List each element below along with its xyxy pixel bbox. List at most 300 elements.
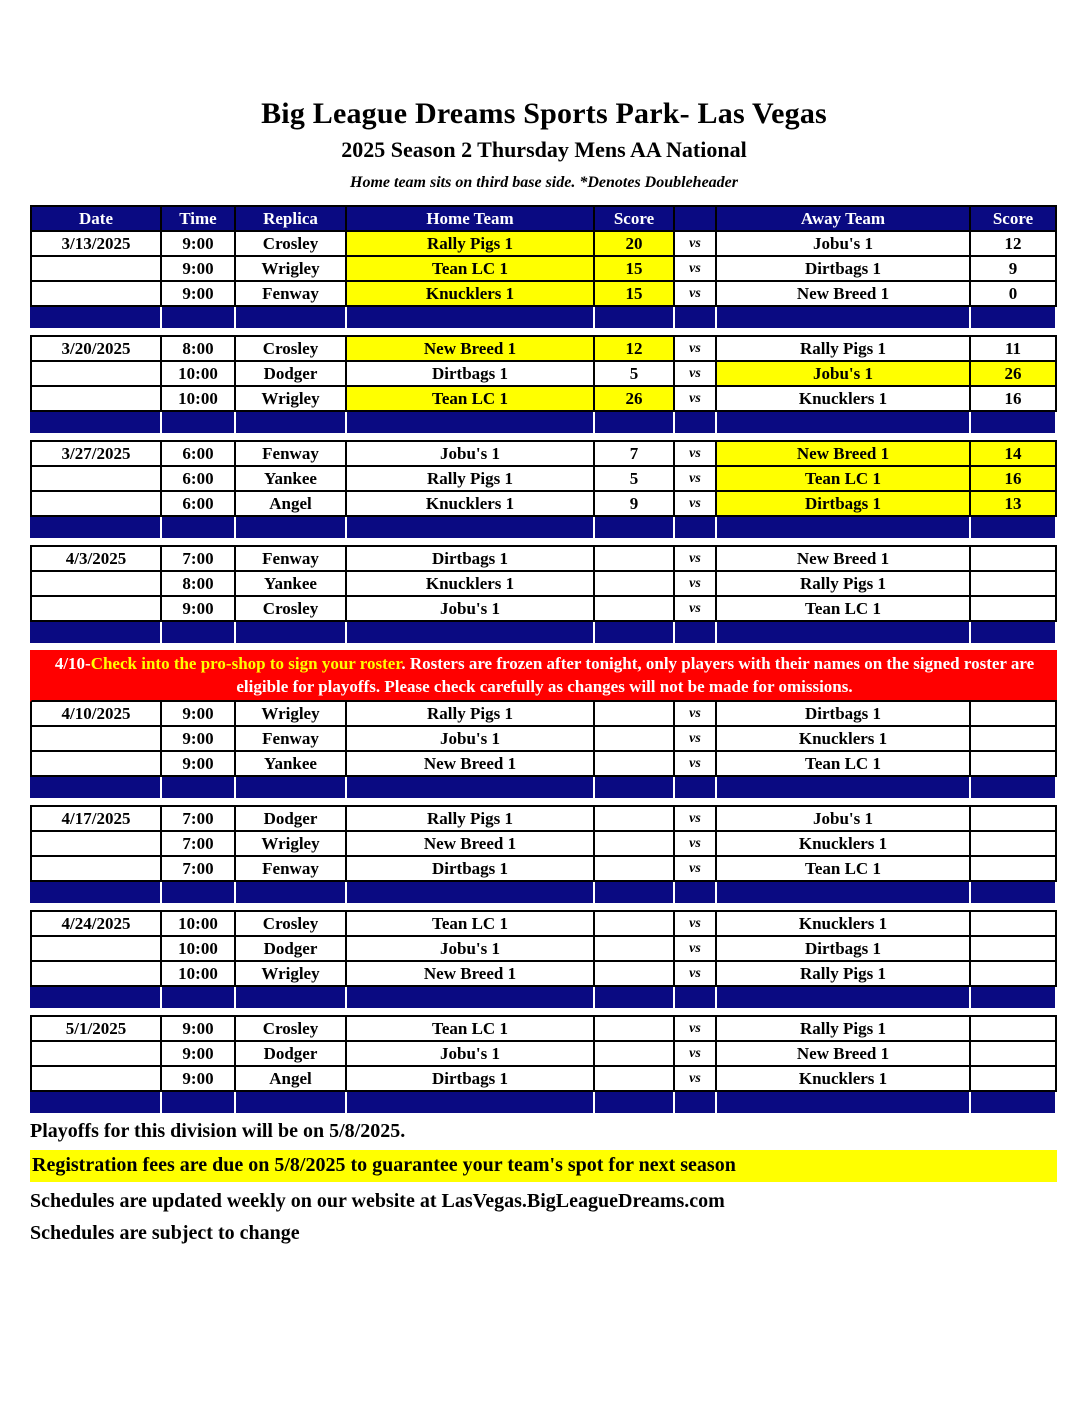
spacer-cell bbox=[595, 307, 675, 328]
cell-date: 3/20/2025 bbox=[32, 337, 162, 360]
spacer-cell bbox=[717, 517, 971, 538]
cell-home-team: New Breed 1 bbox=[347, 337, 595, 360]
cell-home-score bbox=[595, 937, 675, 960]
cell-date bbox=[32, 727, 162, 750]
column-header-away-team-6: Away Team bbox=[717, 207, 971, 230]
cell-date bbox=[32, 282, 162, 305]
cell-date bbox=[32, 597, 162, 620]
cell-date: 3/13/2025 bbox=[32, 232, 162, 255]
cell-replica: Fenway bbox=[236, 282, 347, 305]
spacer-row bbox=[30, 1092, 1057, 1113]
page-subtitle: 2025 Season 2 Thursday Mens AA National bbox=[341, 137, 747, 162]
roster-notice-row bbox=[30, 650, 1057, 702]
cell-home-team: Rally Pigs 1 bbox=[347, 467, 595, 490]
spacer-row bbox=[30, 517, 1057, 538]
page-title: Big League Dreams Sports Park- Las Vegas bbox=[261, 97, 827, 130]
cell-home-team: Dirtbags 1 bbox=[347, 547, 595, 570]
spacer-cell bbox=[595, 1092, 675, 1113]
cell-date bbox=[32, 467, 162, 490]
cell-away-team: New Breed 1 bbox=[717, 547, 971, 570]
spacer-row bbox=[30, 882, 1057, 903]
gap-row bbox=[30, 538, 1057, 545]
cell-home-team: New Breed 1 bbox=[347, 962, 595, 985]
cell-date bbox=[32, 1067, 162, 1090]
cell-time: 9:00 bbox=[162, 232, 236, 255]
cell-date bbox=[32, 832, 162, 855]
spacer-cell bbox=[347, 622, 595, 643]
vs-label: vs bbox=[675, 832, 717, 855]
spacer-cell bbox=[236, 412, 347, 433]
cell-replica: Crosley bbox=[236, 1017, 347, 1040]
spacer-cell bbox=[717, 777, 971, 798]
cell-home-team: New Breed 1 bbox=[347, 832, 595, 855]
spacer-cell bbox=[595, 517, 675, 538]
spacer-cell bbox=[717, 622, 971, 643]
vs-label: vs bbox=[675, 1067, 717, 1090]
spacer-cell bbox=[32, 882, 162, 903]
cell-home-score bbox=[595, 912, 675, 935]
cell-time: 9:00 bbox=[162, 752, 236, 775]
cell-date bbox=[32, 492, 162, 515]
spacer-cell bbox=[971, 987, 1057, 1008]
cell-away-team: New Breed 1 bbox=[717, 282, 971, 305]
game-row bbox=[30, 362, 1057, 387]
cell-home-team: New Breed 1 bbox=[347, 752, 595, 775]
cell-home-score: 9 bbox=[595, 492, 675, 515]
cell-replica: Dodger bbox=[236, 1042, 347, 1065]
cell-home-score bbox=[595, 857, 675, 880]
cell-replica: Crosley bbox=[236, 597, 347, 620]
spacer-cell bbox=[32, 1092, 162, 1113]
cell-date: 4/17/2025 bbox=[32, 807, 162, 830]
spacer-cell bbox=[162, 882, 236, 903]
cell-home-score: 15 bbox=[595, 282, 675, 305]
cell-away-team: Rally Pigs 1 bbox=[717, 1017, 971, 1040]
cell-home-team: Rally Pigs 1 bbox=[347, 807, 595, 830]
spacer-cell bbox=[675, 412, 717, 433]
game-row bbox=[30, 1042, 1057, 1067]
cell-time: 9:00 bbox=[162, 1042, 236, 1065]
cell-time: 9:00 bbox=[162, 257, 236, 280]
cell-home-score bbox=[595, 727, 675, 750]
cell-replica: Wrigley bbox=[236, 832, 347, 855]
subject-to-change-note: Schedules are subject to change bbox=[30, 1222, 300, 1244]
cell-away-team: Knucklers 1 bbox=[717, 832, 971, 855]
spacer-row bbox=[30, 412, 1057, 433]
game-row bbox=[30, 597, 1057, 622]
cell-home-score bbox=[595, 962, 675, 985]
cell-away-score bbox=[971, 752, 1057, 775]
cell-away-team: Dirtbags 1 bbox=[717, 257, 971, 280]
cell-away-team: Knucklers 1 bbox=[717, 387, 971, 410]
cell-replica: Wrigley bbox=[236, 702, 347, 725]
cell-date bbox=[32, 257, 162, 280]
cell-date bbox=[32, 937, 162, 960]
game-row bbox=[30, 937, 1057, 962]
game-row bbox=[30, 282, 1057, 307]
cell-replica: Wrigley bbox=[236, 257, 347, 280]
cell-replica: Dodger bbox=[236, 362, 347, 385]
vs-label: vs bbox=[675, 597, 717, 620]
vs-label: vs bbox=[675, 257, 717, 280]
cell-time: 10:00 bbox=[162, 362, 236, 385]
cell-away-team: Rally Pigs 1 bbox=[717, 962, 971, 985]
cell-time: 9:00 bbox=[162, 727, 236, 750]
cell-date: 4/3/2025 bbox=[32, 547, 162, 570]
cell-home-team: Knucklers 1 bbox=[347, 572, 595, 595]
game-row bbox=[30, 387, 1057, 412]
vs-label: vs bbox=[675, 962, 717, 985]
cell-time: 8:00 bbox=[162, 572, 236, 595]
notice-rest: . Rosters are frozen after tonight, only players with their names on the signed roster are eligible for playoffs. Please check carefully as changes will not be made for omissions. bbox=[236, 654, 1035, 696]
cell-away-score: 12 bbox=[971, 232, 1057, 255]
cell-away-score bbox=[971, 1067, 1057, 1090]
game-row bbox=[30, 752, 1057, 777]
gap-row bbox=[30, 798, 1057, 805]
cell-time: 7:00 bbox=[162, 832, 236, 855]
cell-home-team: Dirtbags 1 bbox=[347, 857, 595, 880]
game-row bbox=[30, 857, 1057, 882]
spacer-cell bbox=[236, 882, 347, 903]
cell-home-score: 7 bbox=[595, 442, 675, 465]
cell-date bbox=[32, 1042, 162, 1065]
cell-away-team: Jobu's 1 bbox=[717, 807, 971, 830]
column-header-score-4: Score bbox=[595, 207, 675, 230]
game-row bbox=[30, 702, 1057, 727]
cell-away-team: New Breed 1 bbox=[717, 1042, 971, 1065]
cell-home-team: Knucklers 1 bbox=[347, 282, 595, 305]
cell-date: 3/27/2025 bbox=[32, 442, 162, 465]
cell-replica: Wrigley bbox=[236, 387, 347, 410]
cell-home-team: Dirtbags 1 bbox=[347, 1067, 595, 1090]
spacer-row bbox=[30, 307, 1057, 328]
header-row bbox=[30, 205, 1057, 232]
cell-home-score bbox=[595, 597, 675, 620]
cell-home-score bbox=[595, 752, 675, 775]
cell-time: 9:00 bbox=[162, 1067, 236, 1090]
cell-home-team: Tean LC 1 bbox=[347, 257, 595, 280]
cell-date bbox=[32, 572, 162, 595]
cell-time: 6:00 bbox=[162, 492, 236, 515]
cell-home-score bbox=[595, 1017, 675, 1040]
cell-away-score: 0 bbox=[971, 282, 1057, 305]
spacer-cell bbox=[675, 517, 717, 538]
cell-replica: Fenway bbox=[236, 547, 347, 570]
cell-away-team: Rally Pigs 1 bbox=[717, 572, 971, 595]
cell-away-team: Knucklers 1 bbox=[717, 912, 971, 935]
game-row bbox=[30, 1067, 1057, 1092]
gap-row bbox=[30, 903, 1057, 910]
cell-away-team: Rally Pigs 1 bbox=[717, 337, 971, 360]
spacer-cell bbox=[971, 517, 1057, 538]
game-row bbox=[30, 257, 1057, 282]
spacer-cell bbox=[162, 307, 236, 328]
spacer-cell bbox=[347, 1092, 595, 1113]
game-row bbox=[30, 832, 1057, 857]
cell-date bbox=[32, 387, 162, 410]
column-header-replica-2: Replica bbox=[236, 207, 347, 230]
spacer-cell bbox=[162, 987, 236, 1008]
cell-home-score bbox=[595, 832, 675, 855]
cell-home-team: Jobu's 1 bbox=[347, 937, 595, 960]
cell-home-score bbox=[595, 1042, 675, 1065]
cell-away-team: Dirtbags 1 bbox=[717, 937, 971, 960]
cell-home-score: 12 bbox=[595, 337, 675, 360]
cell-replica: Yankee bbox=[236, 572, 347, 595]
vs-label: vs bbox=[675, 857, 717, 880]
cell-away-score bbox=[971, 937, 1057, 960]
spacer-row bbox=[30, 777, 1057, 798]
spacer-row bbox=[30, 622, 1057, 643]
cell-home-team: Jobu's 1 bbox=[347, 727, 595, 750]
game-row bbox=[30, 545, 1057, 572]
cell-away-score bbox=[971, 727, 1057, 750]
spacer-cell bbox=[162, 517, 236, 538]
notice-highlight: Check into the pro-shop to sign your roster bbox=[90, 654, 402, 673]
cell-time: 9:00 bbox=[162, 702, 236, 725]
notice-prefix: 4/10- bbox=[54, 654, 91, 673]
cell-away-score: 26 bbox=[971, 362, 1057, 385]
cell-away-score bbox=[971, 702, 1057, 725]
vs-label: vs bbox=[675, 337, 717, 360]
cell-replica: Fenway bbox=[236, 857, 347, 880]
cell-away-team: Dirtbags 1 bbox=[717, 702, 971, 725]
spacer-cell bbox=[32, 622, 162, 643]
cell-replica: Angel bbox=[236, 492, 347, 515]
cell-date bbox=[32, 962, 162, 985]
spacer-cell bbox=[717, 1092, 971, 1113]
cell-away-score bbox=[971, 857, 1057, 880]
cell-date: 4/24/2025 bbox=[32, 912, 162, 935]
spacer-cell bbox=[347, 517, 595, 538]
cell-date: 4/10/2025 bbox=[32, 702, 162, 725]
game-row bbox=[30, 910, 1057, 937]
cell-home-score bbox=[595, 702, 675, 725]
spacer-cell bbox=[971, 882, 1057, 903]
cell-away-score bbox=[971, 962, 1057, 985]
spacer-cell bbox=[717, 412, 971, 433]
cell-away-team: Tean LC 1 bbox=[717, 857, 971, 880]
game-row bbox=[30, 572, 1057, 597]
cell-time: 7:00 bbox=[162, 807, 236, 830]
cell-home-score bbox=[595, 807, 675, 830]
vs-label: vs bbox=[675, 362, 717, 385]
cell-time: 8:00 bbox=[162, 337, 236, 360]
vs-label: vs bbox=[675, 1042, 717, 1065]
cell-time: 9:00 bbox=[162, 597, 236, 620]
vs-label: vs bbox=[675, 387, 717, 410]
schedule-table bbox=[30, 205, 1057, 1113]
cell-replica: Crosley bbox=[236, 232, 347, 255]
cell-away-score: 16 bbox=[971, 387, 1057, 410]
registration-note: Registration fees are due on 5/8/2025 to guarantee your team's spot for next season bbox=[30, 1150, 1057, 1182]
cell-time: 10:00 bbox=[162, 387, 236, 410]
column-header-date-0: Date bbox=[32, 207, 162, 230]
spacer-cell bbox=[971, 622, 1057, 643]
cell-replica: Fenway bbox=[236, 442, 347, 465]
cell-away-score: 16 bbox=[971, 467, 1057, 490]
game-row bbox=[30, 335, 1057, 362]
spacer-cell bbox=[32, 517, 162, 538]
spacer-cell bbox=[971, 307, 1057, 328]
spacer-cell bbox=[595, 987, 675, 1008]
vs-label: vs bbox=[675, 1017, 717, 1040]
vs-label: vs bbox=[675, 807, 717, 830]
vs-label: vs bbox=[675, 702, 717, 725]
spacer-cell bbox=[162, 777, 236, 798]
game-row bbox=[30, 232, 1057, 257]
spacer-cell bbox=[347, 777, 595, 798]
cell-replica: Yankee bbox=[236, 467, 347, 490]
vs-label: vs bbox=[675, 752, 717, 775]
cell-home-team: Tean LC 1 bbox=[347, 912, 595, 935]
cell-time: 10:00 bbox=[162, 912, 236, 935]
cell-time: 9:00 bbox=[162, 282, 236, 305]
cell-replica: Dodger bbox=[236, 807, 347, 830]
vs-label: vs bbox=[675, 937, 717, 960]
page-header bbox=[0, 0, 1088, 192]
cell-date bbox=[32, 362, 162, 385]
page-note: Home team sits on third base side. *Denotes Doubleheader bbox=[350, 174, 738, 191]
spacer-cell bbox=[162, 1092, 236, 1113]
vs-label: vs bbox=[675, 547, 717, 570]
cell-home-team: Jobu's 1 bbox=[347, 1042, 595, 1065]
spacer-cell bbox=[236, 777, 347, 798]
spacer-cell bbox=[675, 987, 717, 1008]
spacer-cell bbox=[675, 622, 717, 643]
vs-label: vs bbox=[675, 572, 717, 595]
game-row bbox=[30, 805, 1057, 832]
spacer-row bbox=[30, 987, 1057, 1008]
game-row bbox=[30, 1015, 1057, 1042]
spacer-cell bbox=[162, 412, 236, 433]
cell-away-score bbox=[971, 572, 1057, 595]
cell-away-score bbox=[971, 1042, 1057, 1065]
cell-time: 7:00 bbox=[162, 547, 236, 570]
spacer-cell bbox=[675, 777, 717, 798]
cell-away-team: Knucklers 1 bbox=[717, 1067, 971, 1090]
website-note: Schedules are updated weekly on our website at LasVegas.BigLeagueDreams.com bbox=[30, 1190, 725, 1212]
spacer-cell bbox=[971, 1092, 1057, 1113]
spacer-cell bbox=[717, 987, 971, 1008]
page-footer bbox=[30, 1118, 1088, 1247]
cell-replica: Dodger bbox=[236, 937, 347, 960]
spacer-cell bbox=[236, 307, 347, 328]
gap-row bbox=[30, 433, 1057, 440]
cell-away-score bbox=[971, 547, 1057, 570]
cell-away-score: 11 bbox=[971, 337, 1057, 360]
cell-replica: Angel bbox=[236, 1067, 347, 1090]
game-row bbox=[30, 727, 1057, 752]
spacer-cell bbox=[347, 412, 595, 433]
cell-home-team: Knucklers 1 bbox=[347, 492, 595, 515]
gap-row bbox=[30, 328, 1057, 335]
spacer-cell bbox=[236, 1092, 347, 1113]
cell-time: 7:00 bbox=[162, 857, 236, 880]
cell-home-team: Tean LC 1 bbox=[347, 1017, 595, 1040]
vs-label: vs bbox=[675, 912, 717, 935]
cell-home-score: 5 bbox=[595, 362, 675, 385]
cell-time: 6:00 bbox=[162, 442, 236, 465]
cell-home-score bbox=[595, 572, 675, 595]
cell-away-score bbox=[971, 807, 1057, 830]
cell-home-score: 5 bbox=[595, 467, 675, 490]
cell-away-team: Jobu's 1 bbox=[717, 362, 971, 385]
cell-home-team: Jobu's 1 bbox=[347, 597, 595, 620]
spacer-cell bbox=[717, 882, 971, 903]
spacer-cell bbox=[347, 307, 595, 328]
spacer-cell bbox=[32, 412, 162, 433]
gap-row bbox=[30, 1008, 1057, 1015]
spacer-cell bbox=[971, 777, 1057, 798]
cell-home-team: Dirtbags 1 bbox=[347, 362, 595, 385]
spacer-cell bbox=[236, 517, 347, 538]
cell-replica: Yankee bbox=[236, 752, 347, 775]
gap-row bbox=[30, 643, 1057, 650]
vs-label: vs bbox=[675, 467, 717, 490]
spacer-cell bbox=[347, 987, 595, 1008]
column-header-score-7: Score bbox=[971, 207, 1057, 230]
game-row bbox=[30, 467, 1057, 492]
spacer-cell bbox=[162, 622, 236, 643]
spacer-cell bbox=[675, 307, 717, 328]
cell-date: 5/1/2025 bbox=[32, 1017, 162, 1040]
cell-replica: Crosley bbox=[236, 912, 347, 935]
column-header-vs bbox=[675, 207, 717, 230]
spacer-cell bbox=[236, 987, 347, 1008]
cell-away-score bbox=[971, 832, 1057, 855]
game-row bbox=[30, 962, 1057, 987]
cell-home-team: Tean LC 1 bbox=[347, 387, 595, 410]
cell-home-score: 15 bbox=[595, 257, 675, 280]
cell-away-score: 9 bbox=[971, 257, 1057, 280]
column-header-home-team-3: Home Team bbox=[347, 207, 595, 230]
cell-time: 10:00 bbox=[162, 937, 236, 960]
cell-date bbox=[32, 752, 162, 775]
cell-home-score: 20 bbox=[595, 232, 675, 255]
spacer-cell bbox=[595, 777, 675, 798]
game-row bbox=[30, 440, 1057, 467]
spacer-cell bbox=[971, 412, 1057, 433]
cell-home-score bbox=[595, 547, 675, 570]
cell-date bbox=[32, 857, 162, 880]
cell-away-team: Dirtbags 1 bbox=[717, 492, 971, 515]
cell-replica: Wrigley bbox=[236, 962, 347, 985]
cell-time: 6:00 bbox=[162, 467, 236, 490]
vs-label: vs bbox=[675, 442, 717, 465]
cell-away-score bbox=[971, 1017, 1057, 1040]
cell-home-team: Jobu's 1 bbox=[347, 442, 595, 465]
cell-home-score bbox=[595, 1067, 675, 1090]
game-row bbox=[30, 492, 1057, 517]
spacer-cell bbox=[32, 777, 162, 798]
column-header-time-1: Time bbox=[162, 207, 236, 230]
spacer-cell bbox=[595, 882, 675, 903]
spacer-cell bbox=[595, 622, 675, 643]
spacer-cell bbox=[32, 307, 162, 328]
cell-time: 9:00 bbox=[162, 1017, 236, 1040]
spacer-cell bbox=[595, 412, 675, 433]
vs-label: vs bbox=[675, 282, 717, 305]
cell-away-score bbox=[971, 597, 1057, 620]
cell-away-team: Jobu's 1 bbox=[717, 232, 971, 255]
cell-home-team: Rally Pigs 1 bbox=[347, 702, 595, 725]
cell-away-team: Knucklers 1 bbox=[717, 727, 971, 750]
cell-away-team: New Breed 1 bbox=[717, 442, 971, 465]
spacer-cell bbox=[236, 622, 347, 643]
cell-away-team: Tean LC 1 bbox=[717, 752, 971, 775]
cell-away-score bbox=[971, 912, 1057, 935]
